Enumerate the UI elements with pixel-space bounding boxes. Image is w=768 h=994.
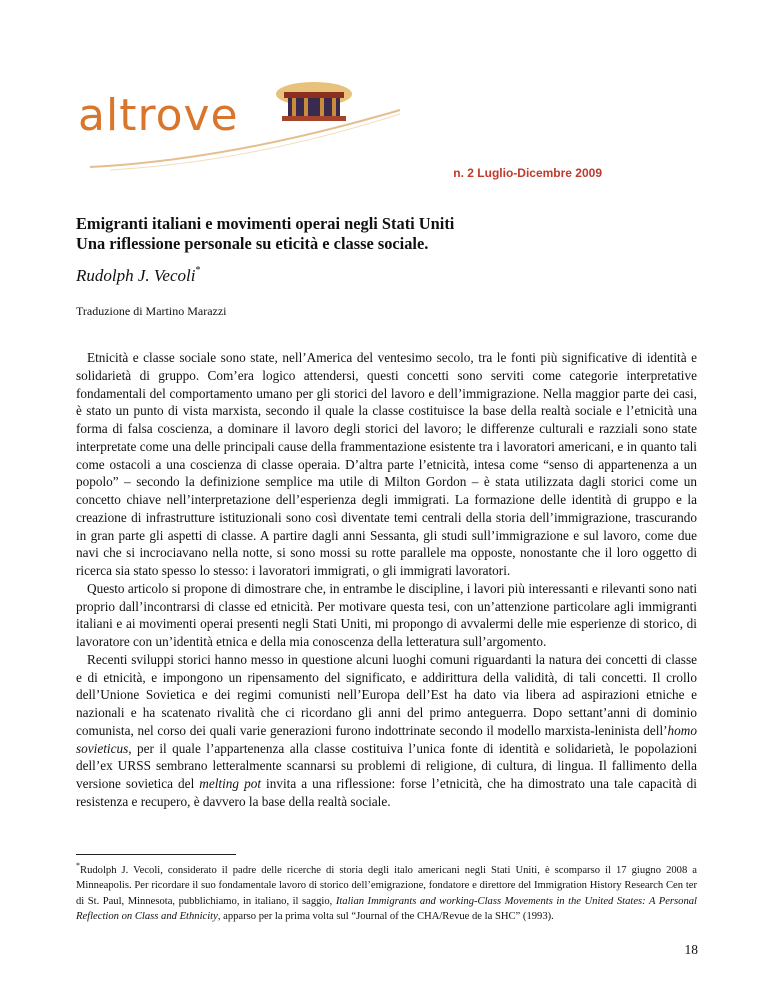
footnote-ref: * <box>195 265 201 276</box>
paragraph-1: Etnicità e classe sociale sono state, nell’America del ventesimo secolo, tra le fonti più significative di identità e solidarietà di gruppo. Com’era logico attendersi, questi concetti sono serviti come categorie interpretative fondamentali del comportamento umano per gli storici del lavoro e dell’immigrazione. Nella maggior parte dei casi, è stato un punto di vista marxista, secondo il quale la classe costituisce la base della realtà sociale e l’etnicità una forma di falsa coscienza, a dominare il lavoro degli storici del lavoro; le differenze culturali e razziali sono state interpretate come una delle principali cause della frammentazione esistente tra i lavoratori americani, e in quanto tali come ostacoli a una coscienza di classe operaia. D’altra parte l’etnicità, intesa come “senso di appartenenza a un popolo” – secondo la definizione semplice ma utile di Milton Gordon – è stata utilizzata dagli storici come un concetto chiave nell’interpretazione dell’esperienza degli immigrati. La formazione delle identità di gruppo e la creazione di infrastrutture istituzionali sono così diventate temi centrali della storia dell’immigrazione, trascurando in gran parte gli aspetti di classe. A partire dagli anni Sessanta, gli studi sull’immigrazione e sul lavoro, come due navi che si incrociavano nella notte, si sono mossi su rotte parallele ma opposte, nonostante che il loro oggetto di ricerca sia stato spesso lo stesso: i lavoratori immigrati, o gli immigrati lavoratori. <box>76 350 697 578</box>
paragraph-2: Questo articolo si propone di dimostrare che, in entrambe le discipline, i lavori più interessanti e rilevanti sono nati proprio dall’incontrarsi di classe ed etnicità. Per motivare questa tesi, con un’attenzione particolare agli immigranti italiani e ai movimenti operai presenti negli Stati Uniti, mi propongo di avvalermi delle mie esperienze di storico, di lavoratore con un’identità etnica e della mia conoscenza della letteratura sull’argomento. <box>76 580 697 649</box>
author <box>76 265 200 286</box>
title-line-1: Emigranti italiani e movimenti operai negli Stati Uniti <box>76 214 455 233</box>
article-title <box>76 214 696 254</box>
footnote-mark: * <box>76 861 80 870</box>
logo-wordmark: altrove <box>78 90 239 141</box>
author-name: Rudolph J. Vecoli <box>76 266 196 285</box>
footnote: *Rudolph J. Vecoli, considerato il padre delle ricerche di storia degli italo americani negli Stati Uniti, è scomparso il 17 giugno 2008 a Minneapolis. Per ricordare il suo fondamentale lavoro di storico dell’emigrazione, fondatore e direttore del Immigration History Research Cen ter di St. Paul, Minnesota, pubblichiamo, in italiano, il saggio, Italian Immigrants and working-Class Movements in the United States: A Personal Reflection on Class and Ethnicity, apparso per la prima volta sul “Journal of the CHA/Revue de la SHC” (1993). <box>76 861 697 922</box>
italic-term: melting pot <box>199 776 262 791</box>
footnote-divider <box>76 854 236 855</box>
temple-icon <box>276 82 352 121</box>
page-number: 18 <box>684 942 698 957</box>
article-body <box>76 349 697 811</box>
title-line-2: Una riflessione personale su eticità e classe sociale. <box>76 234 429 253</box>
altrove-logo <box>70 72 470 182</box>
italic-term: homo sovieticus <box>76 722 697 756</box>
italic-title: Italian Immigrants and working-Class Movements in the United States: A Personal Reflection on Class and Ethnicity <box>76 895 697 922</box>
paragraph-3: Recenti sviluppi storici hanno messo in questione alcuni luoghi comuni riguardanti la natura dei concetti di classe e di etnicità, e impongono un ripensamento del significato, e addirittura della validità, di tali concetti. Il crollo dell’Unione Sovietica e dei regimi comunisti nell’Europa dell’Est ha dato via libera ad aspirazioni etniche e nazionali e ha scatenato rivalità che ci ricordano gli anni del primo anteguerra. Dopo settant’anni di dominio comunista, nel corso dei quali varie generazioni furono indottrinate secondo il modello marxista-leninista dell’homo sovieticus, per il quale l’appartenenza alla classe costituiva l’unica fonte di identità e solidarietà, le popolazioni dell’ex URSS sembrano letteralmente scannarsi su problemi di religione, di cultura, di lingua. Il fallimento della versione sovietica del melting pot invita a una riflessione: forse l’etnicità, che ha dimostrato una tale capacità di resistenza e recupero, è davvero la base della realtà sociale. <box>76 651 697 809</box>
translator-credit: Traduzione di Martino Marazzi <box>76 304 227 318</box>
issue-label: n. 2 Luglio-Dicembre 2009 <box>453 166 602 180</box>
